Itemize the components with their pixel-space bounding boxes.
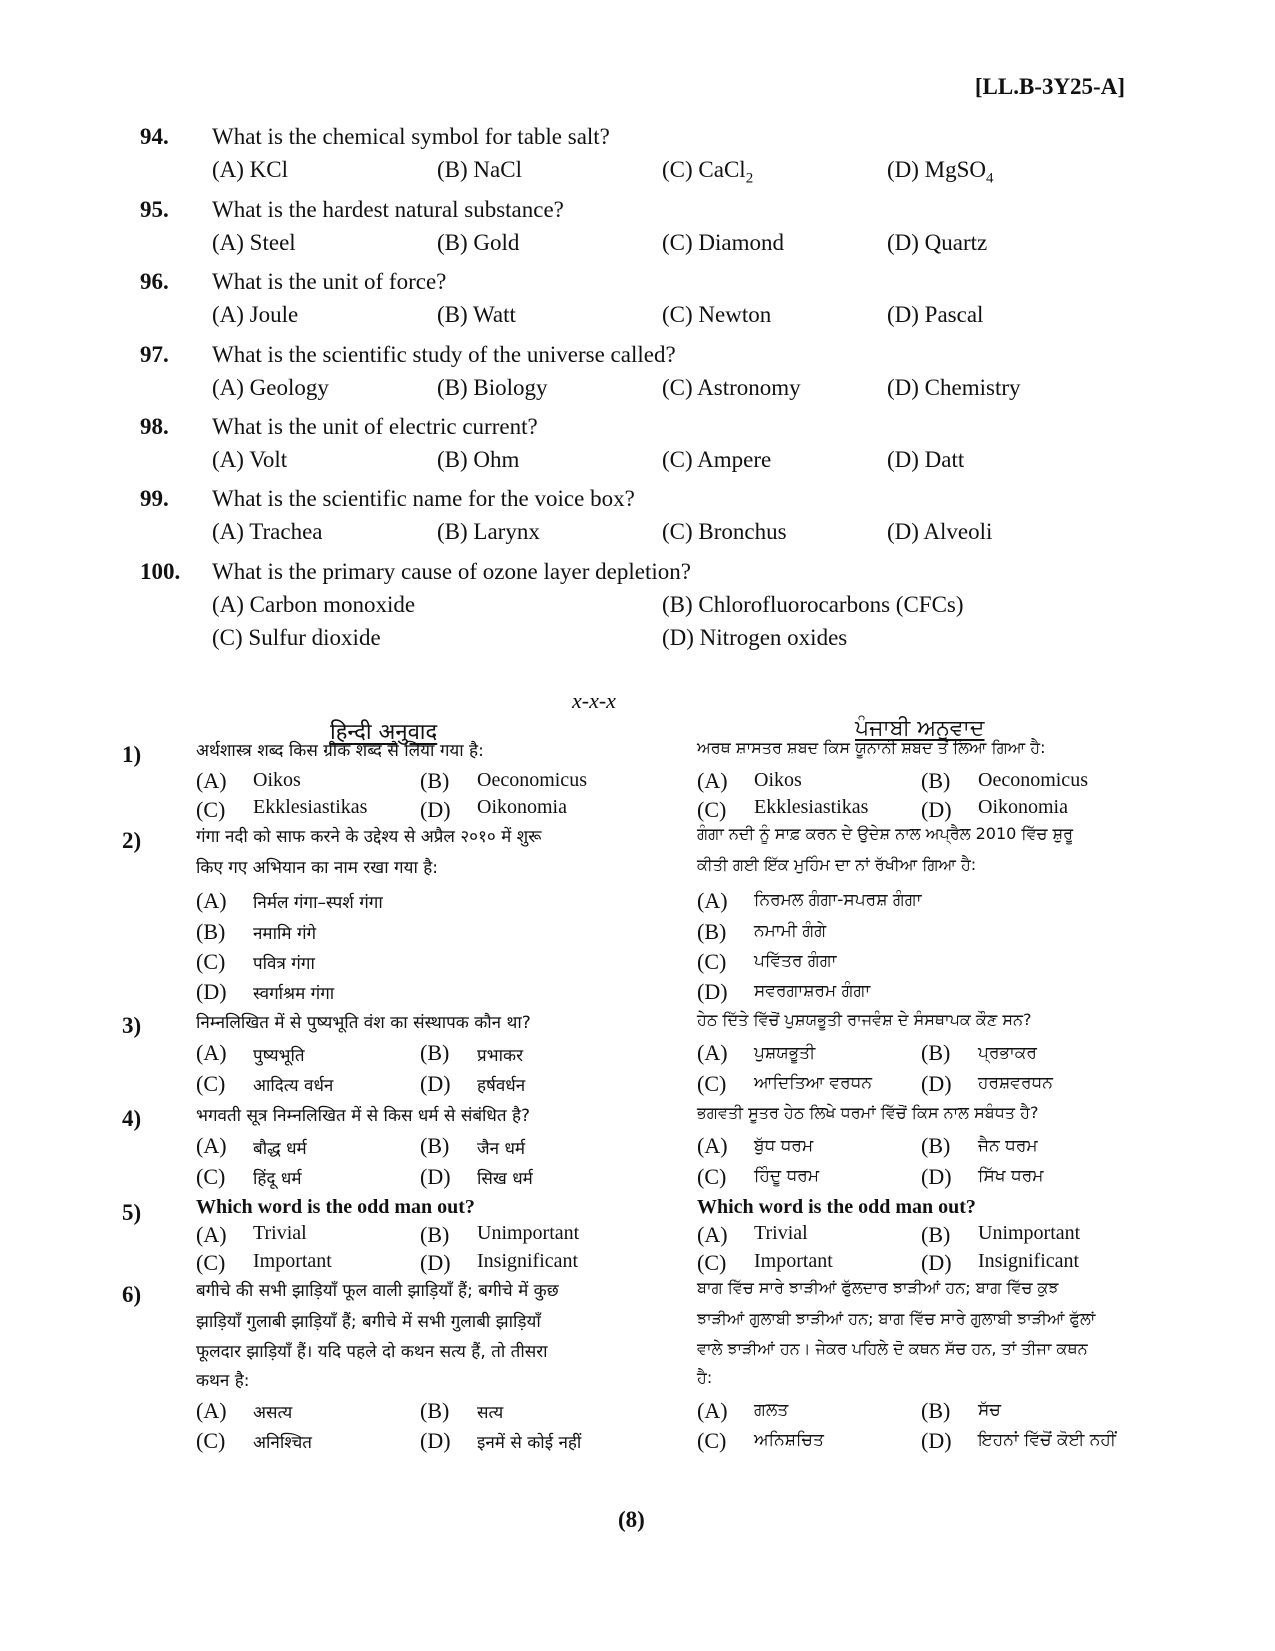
option-a: ਗਲਤ <box>754 1400 789 1420</box>
label-c: (C) <box>697 1250 727 1275</box>
label-a: (A) <box>196 888 227 913</box>
question-number: 4) <box>122 1106 142 1131</box>
question-text-line-2: किए गए अभियान का नाम रखा गया है: <box>196 858 439 878</box>
question-text: What is the unit of electric current? <box>212 414 538 439</box>
section-separator: x-x-x <box>572 688 616 713</box>
option-b: ਪ੍ਰਭਾਕਰ <box>978 1043 1037 1063</box>
option-c: (C) Astronomy <box>662 375 801 400</box>
option-d: (D) Nitrogen oxides <box>662 625 848 650</box>
label-d: (D) <box>921 1428 952 1453</box>
hindi-heading: हिन्दी अनुवाद <box>330 720 438 745</box>
question-number: 5) <box>122 1200 142 1225</box>
option-b: ਜੈਨ ਧਰਮ <box>978 1136 1038 1156</box>
option-c: Important <box>253 1250 332 1272</box>
paper-code: [LL.B-3Y25-A] <box>974 74 1125 99</box>
options <box>212 375 1112 405</box>
option-b: ਸੱਚ <box>978 1400 1001 1420</box>
option-b: (B) Larynx <box>437 519 540 544</box>
option-b: Unimportant <box>477 1222 580 1244</box>
label-a: (A) <box>196 1133 227 1158</box>
option-a: ਬੁੱਧ ਧਰਮ <box>754 1136 814 1156</box>
label-c: (C) <box>697 949 727 974</box>
option-c: (C) CaCl$_2$ <box>662 157 754 187</box>
label-d: (D) <box>420 1250 451 1275</box>
option-b: जैन धर्म <box>477 1139 526 1159</box>
label-a: (A) <box>196 1040 227 1065</box>
option-c: (C) Sulfur dioxide <box>212 625 381 650</box>
question-text-line-1: ਬਾਗ ਵਿੱਚ ਸਾਰੇ ਝਾੜੀਆਂ ਫੁੱਲਦਾਰ ਝਾੜੀਆਂ ਹਨ; ਬਾਗ ਵਿੱਚ ਕੁਝ <box>697 1278 1059 1297</box>
option-d: ਸਿੱਖ ਧਰਮ <box>978 1166 1044 1186</box>
option-b: नमामि गंगे <box>253 924 317 944</box>
option-d: (D) Pascal <box>887 302 984 327</box>
label-c: (C) <box>196 949 226 974</box>
option-a: (A) Volt <box>212 447 288 472</box>
question-text: What is the chemical symbol for table salt? <box>212 124 610 149</box>
question-number: 97. <box>140 342 169 367</box>
label-d: (D) <box>196 979 227 1004</box>
question-text-line-1: ਗੰਗਾ ਨਦੀ ਨੂੰ ਸਾਫ਼ ਕਰਨ ਦੇ ਉਦੇਸ਼ ਨਾਲ ਅਪ੍ਰੈਲ 2010 ਵਿੱਚ ਸ਼ੁਰੂ <box>697 824 1074 843</box>
question-number: 99. <box>140 486 169 511</box>
label-d: (D) <box>921 1071 952 1096</box>
label-b: (B) <box>921 1040 951 1065</box>
option-d: ਇਹਨਾਂ ਵਿੱਚੋਂ ਕੋਈ ਨਹੀਂ <box>978 1430 1116 1450</box>
option-a: Trivial <box>253 1222 307 1244</box>
option-a: असत्य <box>253 1403 293 1423</box>
label-b: (B) <box>420 1040 450 1065</box>
option-d: इनमें से कोई नहीं <box>477 1433 582 1453</box>
label-c: (C) <box>697 797 727 822</box>
question-number: 94. <box>140 124 169 149</box>
options-row-2 <box>212 625 1112 655</box>
options <box>212 519 1112 549</box>
question-text-line-3: ਵਾਲੇ ਝਾੜੀਆਂ ਹਨ। ਜੇਕਰ ਪਹਿਲੇ ਦੋ ਕਥਨ ਸੱਚ ਹਨ, ਤਾਂ ਤੀਜਾ ਕਥਨ <box>697 1339 1088 1358</box>
option-b: Unimportant <box>978 1222 1081 1244</box>
question-text: What is the scientific name for the voice box? <box>212 486 635 511</box>
option-b: (B) Gold <box>437 230 520 255</box>
label-d: (D) <box>420 1428 451 1453</box>
label-a: (A) <box>196 1398 227 1423</box>
label-d: (D) <box>420 797 451 822</box>
label-b: (B) <box>196 919 226 944</box>
label-d: (D) <box>420 1164 451 1189</box>
option-a: Oikos <box>253 769 301 791</box>
question-text-line-2: ਝਾੜੀਆਂ ਗੁਲਾਬੀ ਝਾੜੀਆਂ ਹਨ; ਬਾਗ ਵਿੱਚ ਸਾਰੇ ਗੁਲਾਬੀ ਝਾੜੀਆਂ ਫੁੱਲਾਂ <box>697 1309 1096 1328</box>
question-text-line-2: ਕੀਤੀ ਗਈ ਇੱਕ ਮੁਹਿੰਮ ਦਾ ਨਾਂ ਰੱਖੀਆ ਗਿਆ ਹੈ: <box>697 855 977 874</box>
question-number: 98. <box>140 414 169 439</box>
label-c: (C) <box>697 1071 727 1096</box>
options <box>212 302 1112 332</box>
option-b: (B) Biology <box>437 375 548 400</box>
option-d: स्वर्गाश्रम गंगा <box>253 984 335 1004</box>
options <box>212 157 1112 187</box>
question-text-line-4: ਹੈ: <box>697 1368 713 1387</box>
option-a: बौद्ध धर्म <box>253 1139 307 1159</box>
label-c: (C) <box>196 1250 226 1275</box>
option-d: (D) Chemistry <box>887 375 1021 400</box>
option-d: Oikonomia <box>978 796 1068 818</box>
label-a: (A) <box>697 1222 728 1247</box>
question-number: 6) <box>122 1282 142 1307</box>
punjabi-heading: ਪੰਜਾਬੀ ਅਨੁਵਾਦ <box>855 716 985 741</box>
option-d: Insignificant <box>477 1250 579 1272</box>
option-d: Insignificant <box>978 1250 1080 1272</box>
label-d: (D) <box>921 797 952 822</box>
question-number: 100. <box>140 559 181 584</box>
option-c: Ekklesiastikas <box>754 796 869 818</box>
label-a: (A) <box>697 768 728 793</box>
option-c: अनिश्चित <box>253 1433 312 1453</box>
option-a: ਪੁਸ਼ਯਭੂਤੀ <box>754 1043 816 1063</box>
question-text: Which word is the odd man out? <box>196 1196 475 1218</box>
option-b: (B) NaCl <box>437 157 522 182</box>
option-c: ਅਨਿਸ਼ਚਿਤ <box>754 1430 824 1450</box>
option-a: Trivial <box>754 1222 808 1244</box>
question-text: अर्थशास्त्र शब्द किस ग्रीक शब्द से लिया गया है: <box>196 741 484 761</box>
question-text: भगवती सूत्र निम्नलिखित में से किस धर्म से संबंधित है? <box>196 1106 531 1126</box>
question-text: What is the primary cause of ozone layer depletion? <box>212 559 691 584</box>
label-a: (A) <box>196 768 227 793</box>
label-c: (C) <box>697 1428 727 1453</box>
option-c: (C) Bronchus <box>662 519 787 544</box>
label-c: (C) <box>196 1071 226 1096</box>
question-text: What is the scientific study of the universe called? <box>212 342 676 367</box>
question-number: 95. <box>140 197 169 222</box>
question-text-line-4: कथन है: <box>196 1371 250 1391</box>
question-text: ਹੇਠ ਦਿੱਤੇ ਵਿੱਚੋਂ ਪੁਸ਼ਯਭੂਤੀ ਰਾਜਵੰਸ਼ ਦੇ ਸੰਸਥਾਪਕ ਕੌਣ ਸਨ? <box>697 1010 1032 1029</box>
option-a: Oikos <box>754 769 802 791</box>
option-b: Oeconomicus <box>978 769 1088 791</box>
option-b: (B) Watt <box>437 302 516 327</box>
option-b: प्रभाकर <box>477 1046 524 1066</box>
label-b: (B) <box>921 1222 951 1247</box>
question-text: ਅਰਥ ਸ਼ਾਸਤਰ ਸ਼ਬਦ ਕਿਸ ਯੂਨਾਨੀ ਸ਼ਬਦ ਤੋਂ ਲਿਆ ਗਿਆ ਹੈ: <box>697 738 1046 757</box>
label-d: (D) <box>697 979 728 1004</box>
option-b: Oeconomicus <box>477 769 587 791</box>
label-c: (C) <box>196 1428 226 1453</box>
question-text: Which word is the odd man out? <box>697 1196 976 1218</box>
option-c: Ekklesiastikas <box>253 796 368 818</box>
label-b: (B) <box>420 1398 450 1423</box>
option-b: ਨਮਾਮੀ ਗੰਗੇ <box>754 921 827 941</box>
question-number: 2) <box>122 828 142 853</box>
option-c: ਪਵਿੱਤਰ ਗੰਗਾ <box>754 951 837 971</box>
label-a: (A) <box>697 1398 728 1423</box>
label-c: (C) <box>697 1164 727 1189</box>
label-a: (A) <box>697 888 728 913</box>
label-b: (B) <box>921 1133 951 1158</box>
label-d: (D) <box>921 1164 952 1189</box>
option-a: पुष्यभूति <box>253 1046 305 1066</box>
label-c: (C) <box>196 1164 226 1189</box>
question-text-line-2: झाड़ियाँ गुलाबी झाड़ियाँ हैं; बगीचे में सभी गुलाबी झाड़ियाँ <box>196 1312 541 1332</box>
option-a: (A) Trachea <box>212 519 323 544</box>
option-d: ਹਰਸ਼ਵਰਧਨ <box>978 1073 1053 1093</box>
option-c: Important <box>754 1250 833 1272</box>
label-a: (A) <box>196 1222 227 1247</box>
option-a: (A) Steel <box>212 230 296 255</box>
label-d: (D) <box>420 1071 451 1096</box>
option-c: (C) Ampere <box>662 447 772 472</box>
option-d: Oikonomia <box>477 796 567 818</box>
label-b: (B) <box>420 1222 450 1247</box>
question-text-line-1: गंगा नदी को साफ करने के उद्देश्य से अप्रैल २०१० में शुरू <box>196 827 542 847</box>
option-a: (A) KCl <box>212 157 289 182</box>
option-d: (D) Quartz <box>887 230 988 255</box>
label-b: (B) <box>921 768 951 793</box>
option-c: ਆਦਿਤਿਆ ਵਰਧਨ <box>754 1073 872 1093</box>
option-d: ਸਵਰਗਾਸ਼ਰਮ ਗੰਗਾ <box>754 981 871 1001</box>
option-a: (A) Geology <box>212 375 329 400</box>
option-a: (A) Joule <box>212 302 299 327</box>
question-text-line-1: बगीचे की सभी झाड़ियाँ फूल वाली झाड़ियाँ हैं; बगीचे में कुछ <box>196 1281 559 1301</box>
option-b: सत्य <box>477 1403 504 1423</box>
page-number: (8) <box>618 1507 645 1532</box>
label-b: (B) <box>921 1398 951 1423</box>
options <box>212 447 1112 477</box>
question-text: ਭਗਵਤੀ ਸੂਤਰ ਹੇਠ ਲਿਖੇ ਧਰਮਾਂ ਵਿੱਚੋਂ ਕਿਸ ਨਾਲ ਸਬੰਧਤ ਹੈ? <box>697 1103 1039 1122</box>
question-text-line-3: फूलदार झाड़ियाँ हैं। यदि पहले दो कथन सत्य हैं, तो तीसरा <box>196 1342 548 1362</box>
option-a: ਨਿਰਮਲ ਗੰਗਾ-ਸਪਰਸ਼ ਗੰਗਾ <box>754 890 922 910</box>
option-c: आदित्य वर्धन <box>253 1076 334 1096</box>
question-text: What is the unit of force? <box>212 269 447 294</box>
options <box>212 592 1112 622</box>
option-d: (D) Alveoli <box>887 519 993 544</box>
label-a: (A) <box>697 1040 728 1065</box>
option-d: हर्षवर्धन <box>477 1076 526 1096</box>
option-c: ਹਿੰਦੂ ਧਰਮ <box>754 1166 820 1186</box>
option-b: (B) Ohm <box>437 447 520 472</box>
label-a: (A) <box>697 1133 728 1158</box>
question-number: 3) <box>122 1013 142 1038</box>
option-d: (D) Datt <box>887 447 965 472</box>
option-c: हिंदू धर्म <box>253 1169 302 1189</box>
label-b: (B) <box>420 768 450 793</box>
label-b: (B) <box>697 919 727 944</box>
question-text: निम्नलिखित में से पुष्यभूति वंश का संस्थापक कौन था? <box>196 1013 531 1033</box>
question-number: 96. <box>140 269 169 294</box>
label-d: (D) <box>921 1250 952 1275</box>
label-b: (B) <box>420 1133 450 1158</box>
option-b: (B) Chlorofluorocarbons (CFCs) <box>662 592 964 617</box>
option-a: (A) Carbon monoxide <box>212 592 416 617</box>
option-d: सिख धर्म <box>477 1169 533 1189</box>
option-d: (D) MgSO$_4$ <box>887 157 994 187</box>
question-number: 1) <box>122 742 142 767</box>
option-c: (C) Diamond <box>662 230 785 255</box>
options <box>212 230 1112 260</box>
option-c: (C) Newton <box>662 302 772 327</box>
option-a: निर्मल गंगा–स्पर्श गंगा <box>253 893 383 913</box>
option-c: पवित्र गंगा <box>253 954 315 974</box>
label-c: (C) <box>196 797 226 822</box>
question-text: What is the hardest natural substance? <box>212 197 564 222</box>
